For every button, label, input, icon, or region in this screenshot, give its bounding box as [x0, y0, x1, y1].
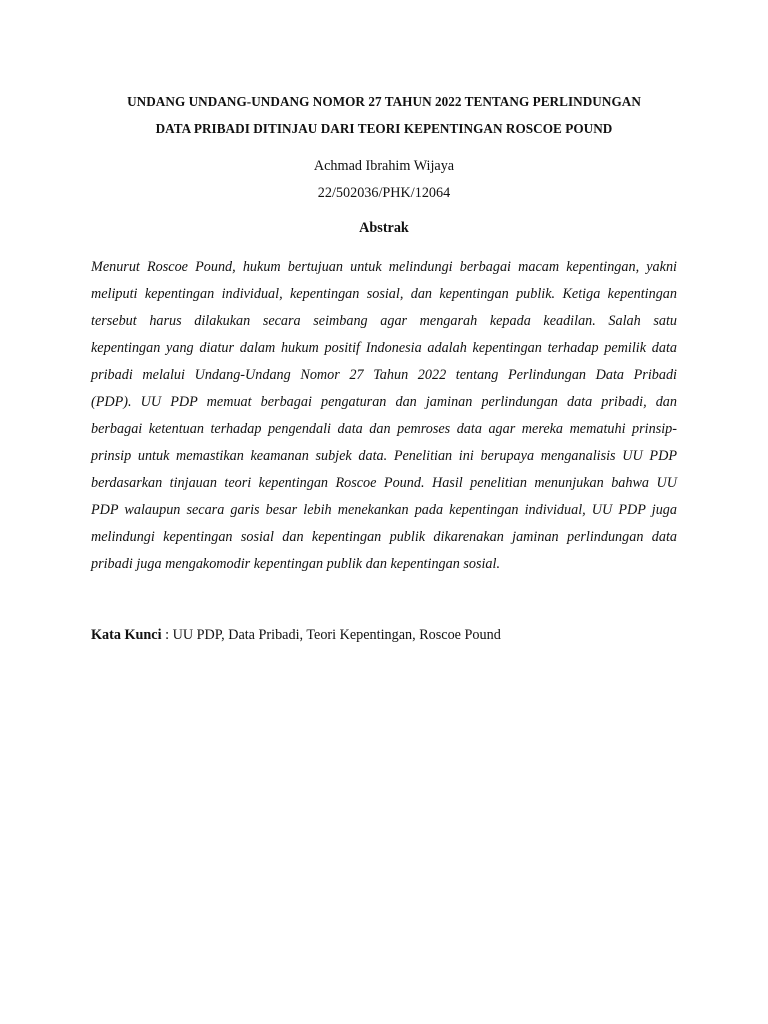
abstract-line: (PDP). UU PDP memuat berbagai pengaturan dan jaminan perlindungan data pribadi, dan [91, 394, 677, 410]
keywords-separator: : [161, 627, 173, 643]
abstract-line: pribadi melalui Undang-Undang Nomor 27 Tahun 2022 tentang Perlindungan Data Pribadi [91, 367, 677, 383]
abstract-body [91, 254, 677, 578]
paper-title [91, 88, 677, 142]
author-name: Achmad Ibrahim Wijaya [313, 158, 455, 174]
abstract-line: tersebut harus dilakukan secara seimbang agar mengarah kepada keadilan. Salah satu [91, 313, 677, 329]
abstract-line: meliputi kepentingan individual, kepentingan sosial, dan kepentingan publik. Ketiga kepentingan [91, 286, 677, 302]
keywords-value: UU PDP, Data Pribadi, Teori Kepentingan, Roscoe Pound [172, 627, 501, 643]
abstract-line: Menurut Roscoe Pound, hukum bertujuan untuk melindungi berbagai macam kepentingan, yakni [91, 259, 677, 275]
abstract-line: PDP walaupun secara garis besar lebih menekankan pada kepentingan individual, UU PDP juga [91, 502, 677, 518]
abstract-line: berbagai ketentuan terhadap pengendali data dan pemroses data agar mereka mematuhi prinsip- [91, 421, 677, 437]
abstract-heading: Abstrak [359, 220, 409, 236]
abstract-line: berdasarkan tinjauan teori kepentingan Roscoe Pound. Hasil penelitian menunjukan bahwa UU [91, 475, 677, 491]
abstract-line: prinsip untuk memastikan keamanan subjek data. Penelitian ini berupaya menganalisis UU PDP [91, 448, 677, 464]
keywords-label: Kata Kunci [91, 627, 162, 643]
author-student-id: 22/502036/PHK/12064 [317, 185, 451, 201]
abstract-line: pribadi juga mengakomodir kepentingan publik dan kepentingan sosial. [91, 556, 501, 572]
keywords [91, 622, 677, 649]
title-line-1: UNDANG UNDANG-UNDANG NOMOR 27 TAHUN 2022 TENTANG PERLINDUNGAN [127, 94, 641, 109]
abstract-line: kepentingan yang diatur dalam hukum positif Indonesia adalah kepentingan terhadap pemilik data [91, 340, 677, 356]
author-block [91, 153, 677, 207]
title-line-2: DATA PRIBADI DITINJAU DARI TEORI KEPENTINGAN ROSCOE POUND [155, 121, 613, 136]
abstract-line: melindungi kepentingan sosial dan kepentingan publik dikarenakan jaminan perlindungan data [91, 529, 677, 545]
